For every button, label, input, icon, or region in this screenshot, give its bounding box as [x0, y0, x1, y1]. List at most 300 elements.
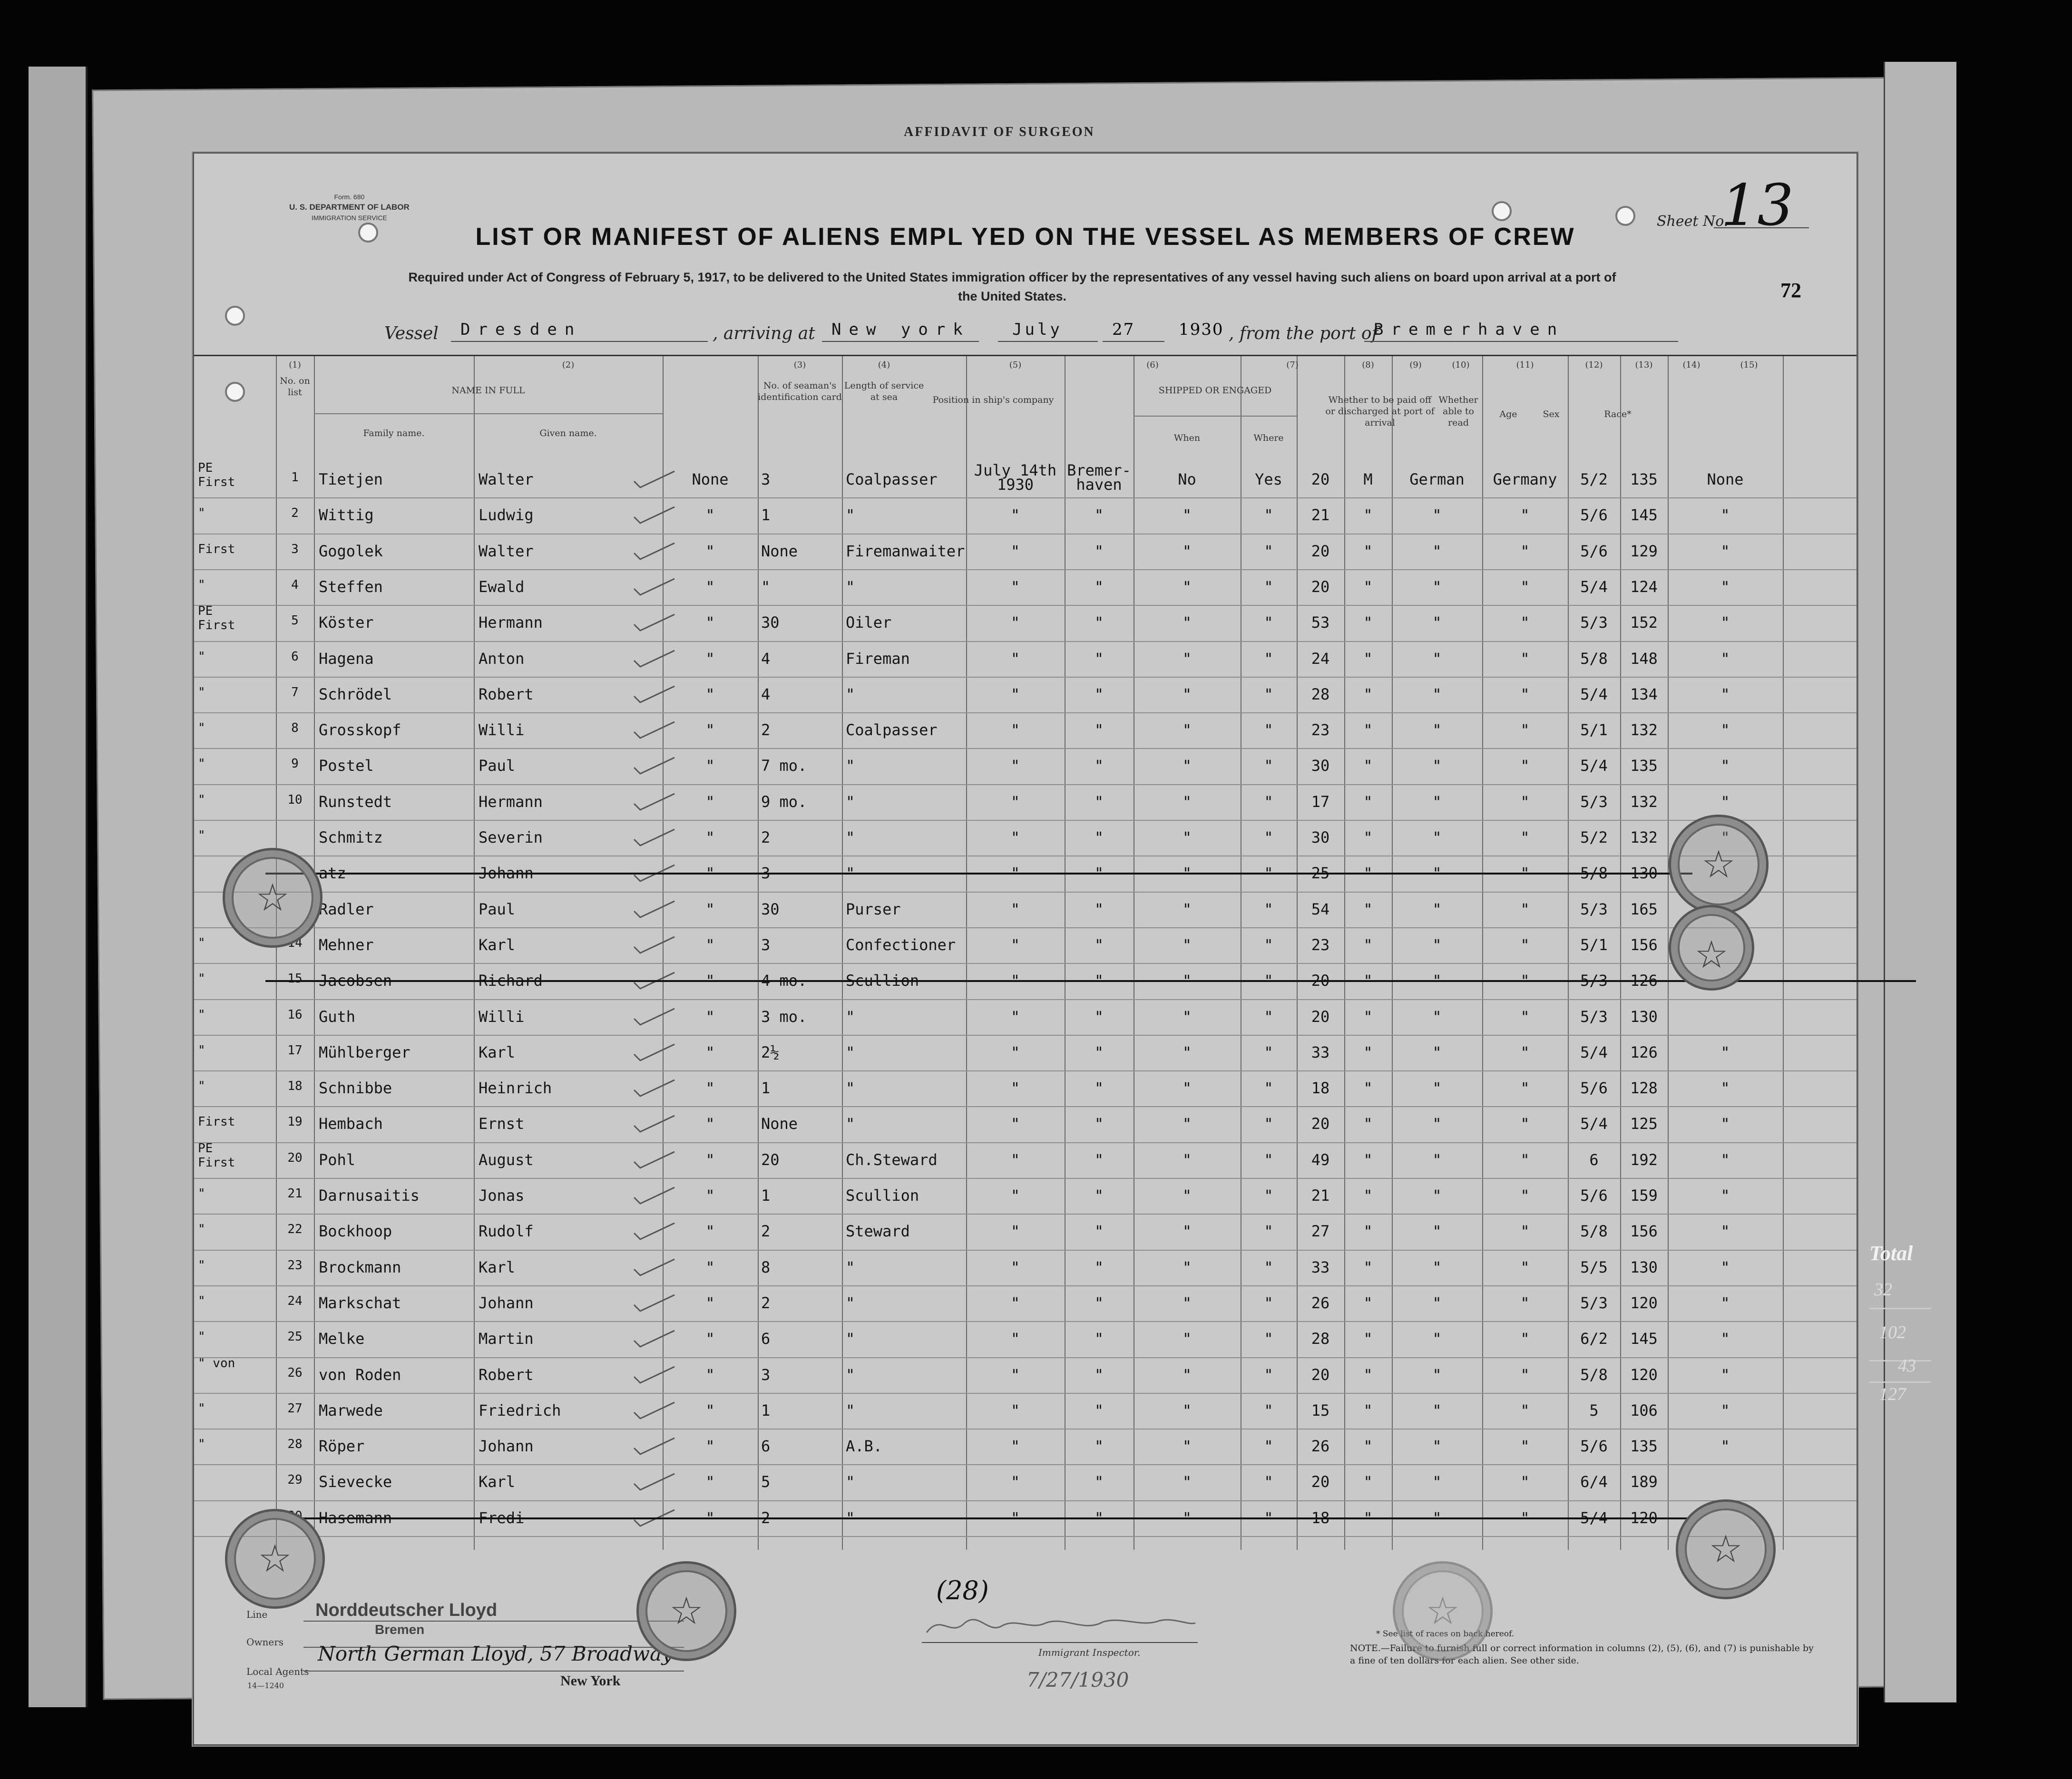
cell-family: Grosskopf	[319, 721, 401, 739]
cell-where: "	[1094, 1007, 1104, 1026]
cell-given: Walter	[479, 542, 534, 560]
cell-age: 49	[1311, 1150, 1330, 1169]
cell-family: Postel	[319, 757, 374, 775]
cell-height: 5/3	[1580, 1293, 1608, 1312]
cell-nationality: "	[1520, 972, 1530, 990]
check-mark-icon	[632, 1150, 677, 1169]
col-num-3: (3)	[793, 360, 806, 370]
sheet-number-line	[1714, 227, 1809, 228]
cell-where: "	[1094, 1150, 1104, 1169]
cell-given: Heinrich	[479, 1079, 552, 1098]
cell-age: 23	[1311, 935, 1330, 954]
cell-given: Hermann	[479, 613, 543, 632]
cell-weight: 135	[1630, 470, 1658, 488]
check-mark-icon	[632, 1472, 677, 1491]
cell-weight: 125	[1630, 1115, 1658, 1133]
header-race: Race*	[1604, 409, 1632, 419]
col-num-6: (6)	[1146, 360, 1159, 370]
cell-family: Darnusaitis	[319, 1186, 420, 1205]
vessel-name: Dresden	[460, 320, 582, 339]
cell-where: "	[1094, 1508, 1104, 1527]
total-value: 32	[1874, 1280, 1892, 1300]
cell-service: 2	[761, 1222, 771, 1241]
side-number: 72	[1780, 279, 1801, 302]
cell-mark: PE First	[198, 604, 235, 633]
cell-weight: 126	[1630, 1043, 1658, 1061]
cell-height: 5/4	[1580, 577, 1608, 596]
col-num-14: (14)	[1682, 360, 1701, 370]
cell-sex: "	[1363, 1258, 1373, 1276]
cell-age: 20	[1311, 1365, 1330, 1384]
cell-read: "	[1264, 542, 1273, 560]
cell-marks: "	[1720, 721, 1730, 739]
cell-read: "	[1264, 972, 1273, 990]
cell-sex: "	[1363, 1437, 1373, 1456]
row-rule	[194, 712, 1857, 713]
row-rule	[194, 1250, 1857, 1251]
cell-height: 5/8	[1580, 864, 1608, 883]
cell-card: "	[705, 542, 715, 560]
cell-paid: "	[1182, 1222, 1192, 1241]
row-rule	[194, 1142, 1857, 1143]
cell-paid: "	[1182, 900, 1192, 918]
cell-no: 5	[291, 613, 299, 628]
cell-weight: 159	[1630, 1186, 1658, 1205]
cell-family: Radler	[319, 900, 374, 918]
cell-sex: "	[1363, 1401, 1373, 1419]
row-rule	[194, 534, 1857, 535]
cell-nationality: "	[1520, 1330, 1530, 1348]
cell-nationality: "	[1520, 757, 1530, 775]
cell-nationality: "	[1520, 1293, 1530, 1312]
row-rule	[194, 1464, 1857, 1465]
cell-race: "	[1432, 1222, 1442, 1241]
cell-sex: "	[1363, 828, 1373, 846]
cell-no: 23	[287, 1258, 303, 1273]
cell-read: "	[1264, 506, 1273, 525]
col-num-15: (15)	[1740, 360, 1758, 370]
cell-where: "	[1094, 577, 1104, 596]
cell-paid: "	[1182, 506, 1192, 525]
cell-sex: "	[1363, 577, 1373, 596]
cell-mark: First	[198, 542, 235, 556]
cell-card: "	[705, 613, 715, 632]
cell-age: 54	[1311, 900, 1330, 918]
inspector-date: 7/27/1930	[1026, 1668, 1129, 1692]
cell-service: 8	[761, 1258, 771, 1276]
cell-read: "	[1264, 864, 1273, 883]
cell-age: 21	[1311, 506, 1330, 525]
count-note: (28)	[936, 1575, 989, 1605]
cell-paid: "	[1182, 1365, 1192, 1384]
line-label: Line	[246, 1609, 268, 1620]
cell-when: "	[1010, 1401, 1020, 1419]
cell-paid: "	[1182, 864, 1192, 883]
row-rule	[194, 1285, 1857, 1286]
cell-age: 30	[1311, 757, 1330, 775]
cell-read: "	[1264, 900, 1273, 918]
cell-age: 17	[1311, 792, 1330, 811]
vessel-info-line	[194, 320, 1857, 349]
cell-mark: First	[198, 1115, 235, 1129]
cell-service: 3	[761, 1365, 771, 1384]
cell-nationality: "	[1520, 935, 1530, 954]
cell-no: 3	[291, 542, 299, 556]
cell-where: "	[1094, 1258, 1104, 1276]
cell-height: 5/2	[1580, 470, 1608, 488]
cell-sex: "	[1363, 1115, 1373, 1133]
cell-weight: 130	[1630, 864, 1658, 883]
total-value: 43	[1898, 1356, 1916, 1376]
cell-service: 3	[761, 935, 771, 954]
cell-where: "	[1094, 1365, 1104, 1384]
cell-height: 5/1	[1580, 721, 1608, 739]
cell-card: "	[705, 649, 715, 668]
cell-sex: "	[1363, 972, 1373, 990]
cell-marks: "	[1720, 1043, 1730, 1061]
cell-race: "	[1432, 1365, 1442, 1384]
cell-position: "	[846, 1043, 855, 1061]
cell-height: 5/6	[1580, 1079, 1608, 1098]
cell-family: Hasemann	[319, 1508, 392, 1527]
cell-height: 5/8	[1580, 1365, 1608, 1384]
cell-sex: "	[1363, 1365, 1373, 1384]
cell-when: "	[1010, 1150, 1020, 1169]
manifest-title: LIST OR MANIFEST OF ALIENS EMPL YED ON THE VESSEL AS MEMBERS OF CREW	[475, 223, 1575, 251]
cell-height: 5/3	[1580, 900, 1608, 918]
cell-where: "	[1094, 1293, 1104, 1312]
check-mark-icon	[632, 720, 677, 739]
cell-paid: "	[1182, 1508, 1192, 1527]
row-rule	[194, 605, 1857, 606]
cell-paid: "	[1182, 1115, 1192, 1133]
cell-service: 1	[761, 1186, 771, 1205]
cell-family: Tietjen	[319, 470, 383, 488]
header-position: Position in ship's company	[932, 395, 1054, 405]
cell-family: Wittig	[319, 506, 374, 525]
check-mark-icon	[632, 612, 677, 632]
cell-sex: "	[1363, 757, 1373, 775]
cell-when: "	[1010, 613, 1020, 632]
arrival-month-line	[998, 341, 1098, 342]
vessel-label: Vessel	[384, 324, 439, 343]
cell-height: 5/4	[1580, 685, 1608, 703]
cell-family: Mühlberger	[319, 1043, 410, 1061]
cell-family: Melke	[319, 1330, 365, 1348]
cell-nationality: "	[1520, 1043, 1530, 1061]
cell-race: "	[1432, 613, 1442, 632]
from-port-label: , from the port of	[1229, 324, 1378, 343]
cell-family: Jacobsen	[319, 972, 392, 990]
cell-weight: 152	[1630, 613, 1658, 632]
cell-when: "	[1010, 1365, 1020, 1384]
cell-weight: 126	[1630, 972, 1658, 990]
cell-height: 5/6	[1580, 1186, 1608, 1205]
cell-position: "	[846, 1079, 855, 1098]
col-num-7: (7)	[1286, 360, 1299, 370]
cell-card: "	[705, 864, 715, 883]
cell-where: "	[1094, 685, 1104, 703]
cell-where: "	[1094, 506, 1104, 525]
total-value: 127	[1879, 1384, 1906, 1404]
cell-height: 5/3	[1580, 613, 1608, 632]
cell-height: 6/4	[1580, 1473, 1608, 1491]
cell-service: 6	[761, 1330, 771, 1348]
owners-label: Owners	[246, 1636, 284, 1648]
check-mark-icon	[632, 756, 677, 775]
row-rule	[194, 1321, 1857, 1322]
cell-height: 6/2	[1580, 1330, 1608, 1348]
cell-family: Schmitz	[319, 828, 383, 846]
cell-height: 5/4	[1580, 1508, 1608, 1527]
check-mark-icon	[632, 1042, 677, 1061]
cell-sex: "	[1363, 1043, 1373, 1061]
check-mark-icon	[632, 1257, 677, 1276]
column-rule	[314, 356, 315, 1550]
cell-given: Karl	[479, 1258, 516, 1276]
cell-height: 5/6	[1580, 506, 1608, 525]
cell-weight: 132	[1630, 721, 1658, 739]
cell-no: 15	[287, 972, 303, 986]
cell-read: "	[1264, 721, 1273, 739]
cell-paid: "	[1182, 685, 1192, 703]
cell-marks: "	[1720, 1330, 1730, 1348]
cell-height: 5/5	[1580, 1258, 1608, 1276]
cell-family: Guth	[319, 1007, 356, 1026]
cell-position: "	[846, 1401, 855, 1419]
cell-marks: "	[1720, 757, 1730, 775]
service-name: IMMIGRATION SERVICE	[311, 214, 387, 222]
header-when: When	[1173, 433, 1201, 443]
races-note: * See list of races on back hereof.	[1376, 1629, 1515, 1639]
cell-read: "	[1264, 1150, 1273, 1169]
arrival-year: 1930	[1179, 320, 1224, 339]
cell-marks: "	[1720, 577, 1730, 596]
cell-race: "	[1432, 828, 1442, 846]
arriving-label: , arriving at	[713, 324, 815, 343]
check-mark-icon	[632, 1293, 677, 1312]
departure-port: Bremerhaven	[1374, 320, 1565, 339]
cell-no: 22	[287, 1222, 303, 1237]
cell-no: 25	[287, 1330, 303, 1344]
total-label: Total	[1869, 1242, 1913, 1265]
cell-position: "	[846, 792, 855, 811]
check-mark-icon	[632, 684, 677, 703]
cell-sex: "	[1363, 1186, 1373, 1205]
cell-card: "	[705, 1079, 715, 1098]
cell-age: 21	[1311, 1186, 1330, 1205]
cell-given: Robert	[479, 1365, 534, 1384]
cell-when: "	[1010, 1186, 1020, 1205]
cell-paid: "	[1182, 1043, 1192, 1061]
cell-position: "	[846, 685, 855, 703]
vessel-name-line	[451, 341, 708, 342]
cell-sex: "	[1363, 721, 1373, 739]
cell-when: "	[1010, 1330, 1020, 1348]
cell-paid: "	[1182, 935, 1192, 954]
cell-height: 5/3	[1580, 972, 1608, 990]
cell-position: "	[846, 1365, 855, 1384]
cell-age: 18	[1311, 1508, 1330, 1527]
cell-family: Schnibbe	[319, 1079, 392, 1098]
cell-service: 20	[761, 1150, 780, 1169]
cell-where: "	[1094, 1043, 1104, 1061]
check-mark-icon	[632, 1078, 677, 1097]
cell-where: "	[1094, 935, 1104, 954]
cell-nationality: "	[1520, 1508, 1530, 1527]
cell-read: "	[1264, 1115, 1273, 1133]
cell-marks: "	[1720, 1401, 1730, 1419]
cell-given: Walter	[479, 470, 534, 488]
cell-family: Sievecke	[319, 1473, 392, 1491]
arrival-port-line	[822, 341, 979, 342]
cell-marks: "	[1720, 542, 1730, 560]
cell-position: "	[846, 1007, 855, 1026]
cell-age: 20	[1311, 470, 1330, 488]
cell-paid: "	[1182, 1007, 1192, 1026]
row-rule	[194, 748, 1857, 749]
cell-nationality: Germany	[1493, 470, 1557, 488]
cell-nationality: "	[1520, 1437, 1530, 1456]
cell-service: 30	[761, 613, 780, 632]
cell-marks: "	[1720, 1258, 1730, 1276]
cell-no: 10	[287, 792, 303, 807]
cell-card: "	[705, 1401, 715, 1419]
cell-race: "	[1432, 972, 1442, 990]
cell-read: "	[1264, 1043, 1273, 1061]
cell-no: 26	[287, 1365, 303, 1380]
cell-age: 33	[1311, 1258, 1330, 1276]
row-rule	[194, 1500, 1857, 1501]
header-paid-off: Whether to be paid off or discharged at port of arrival	[1325, 395, 1435, 428]
cell-service: 4	[761, 649, 771, 668]
cell-race: "	[1432, 1473, 1442, 1491]
cell-read: "	[1264, 1365, 1273, 1384]
cell-card: None	[692, 470, 729, 488]
cell-service: 30	[761, 900, 780, 918]
cell-card: "	[705, 900, 715, 918]
cell-height: 5/4	[1580, 1043, 1608, 1061]
cell-no: 24	[287, 1293, 303, 1308]
cell-no: 20	[287, 1150, 303, 1165]
col-num-2: (2)	[562, 360, 575, 370]
cell-no: 30	[287, 1508, 303, 1523]
cell-position: Ch.Steward	[846, 1150, 938, 1169]
cell-when: "	[1010, 1508, 1020, 1527]
cell-service: None	[761, 542, 798, 560]
cell-where: "	[1094, 613, 1104, 632]
check-mark-icon	[632, 1114, 677, 1133]
cell-mark: "	[198, 792, 205, 807]
cell-position: Scullion	[846, 1186, 919, 1205]
cell-when: "	[1010, 792, 1020, 811]
cell-when: "	[1010, 1115, 1020, 1133]
col-num-5: (5)	[1009, 360, 1022, 370]
cell-read: "	[1264, 649, 1273, 668]
cell-position: Confectioner	[846, 935, 956, 954]
cell-service: 3	[761, 470, 771, 488]
cell-paid: "	[1182, 792, 1192, 811]
cell-no: 4	[291, 577, 299, 592]
cell-family: Hembach	[319, 1115, 383, 1133]
cell-when: "	[1010, 506, 1020, 525]
check-mark-icon	[632, 827, 677, 846]
cell-service: 2	[761, 721, 771, 739]
cell-read: "	[1264, 1473, 1273, 1491]
cell-race: "	[1432, 1293, 1442, 1312]
col-num-12: (12)	[1585, 360, 1603, 370]
cell-service: 1	[761, 506, 771, 525]
cell-position: Scullion	[846, 972, 919, 990]
cell-family: Marwede	[319, 1401, 383, 1419]
check-mark-icon	[632, 899, 677, 918]
cell-marks: None	[1707, 470, 1744, 488]
cell-height: 5/2	[1580, 828, 1608, 846]
cell-sex: "	[1363, 685, 1373, 703]
col-num-1: (1)	[289, 360, 301, 370]
cell-position: A.B.	[846, 1437, 883, 1456]
header-name-in-full: NAME IN FULL	[451, 385, 525, 396]
column-rule	[758, 356, 759, 1550]
cell-family: Gogolek	[319, 542, 383, 560]
cell-where: "	[1094, 828, 1104, 846]
cell-family: atz	[319, 864, 346, 883]
cell-nationality: "	[1520, 542, 1530, 560]
cell-position: Coalpasser	[846, 470, 938, 488]
cell-paid: No	[1178, 470, 1196, 488]
cell-race: "	[1432, 1115, 1442, 1133]
cell-age: 25	[1311, 864, 1330, 883]
cell-read: "	[1264, 828, 1273, 846]
cell-mark: "	[198, 757, 205, 771]
cell-sex: "	[1363, 792, 1373, 811]
cell-sex: "	[1363, 1508, 1373, 1527]
cell-weight: 134	[1630, 685, 1658, 703]
cell-sex: "	[1363, 506, 1373, 525]
cell-marks: "	[1720, 828, 1730, 846]
cell-service: 1	[761, 1079, 771, 1098]
cell-card: "	[705, 1330, 715, 1348]
cell-nationality: "	[1520, 1258, 1530, 1276]
cell-age: 33	[1311, 1043, 1330, 1061]
cell-mark: "	[198, 685, 205, 700]
row-rule	[194, 855, 1857, 856]
cell-when: "	[1010, 1222, 1020, 1241]
cell-mark: PE First	[198, 1141, 235, 1170]
cell-sex: M	[1363, 470, 1373, 488]
cell-given: Karl	[479, 1043, 516, 1061]
cell-paid: "	[1182, 1258, 1192, 1276]
cell-no: 14	[287, 935, 303, 950]
cell-read: "	[1264, 1293, 1273, 1312]
cell-marks: "	[1720, 1293, 1730, 1312]
cell-when: "	[1010, 685, 1020, 703]
cell-no: 16	[287, 1007, 303, 1022]
check-mark-icon	[632, 505, 677, 524]
cell-read: "	[1264, 1222, 1273, 1241]
cell-nationality: "	[1520, 506, 1530, 525]
cell-service: 5	[761, 1473, 771, 1491]
left-binding-sheets	[29, 67, 88, 1707]
consulate-stamp	[1393, 1561, 1493, 1661]
row-rule	[194, 963, 1857, 964]
cell-where: "	[1094, 542, 1104, 560]
cell-age: 24	[1311, 649, 1330, 668]
cell-position: Purser	[846, 900, 901, 918]
cell-marks: "	[1720, 1115, 1730, 1133]
manifest-table	[194, 355, 1857, 1550]
header-no-on-list: No. on list	[280, 376, 310, 398]
